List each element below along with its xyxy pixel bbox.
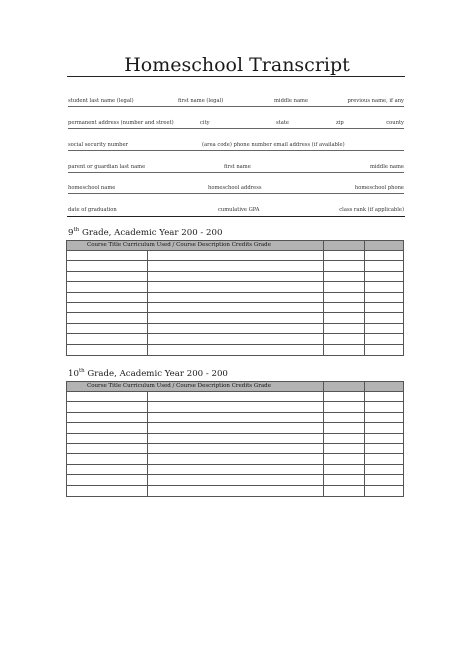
column-divider bbox=[364, 293, 365, 302]
column-divider bbox=[323, 282, 324, 291]
column-divider bbox=[147, 392, 148, 401]
column-divider bbox=[323, 251, 324, 260]
column-divider bbox=[147, 334, 148, 343]
column-divider bbox=[323, 345, 324, 355]
column-divider bbox=[364, 454, 365, 463]
column-divider bbox=[147, 282, 148, 291]
column-divider bbox=[147, 293, 148, 302]
contact-row[interactable] bbox=[68, 136, 404, 151]
address-row[interactable] bbox=[68, 114, 404, 129]
column-divider bbox=[147, 434, 148, 443]
column-divider bbox=[323, 486, 324, 496]
grade-9-course-table bbox=[66, 240, 404, 356]
header-divider bbox=[364, 382, 365, 391]
grade-9-heading bbox=[68, 227, 222, 238]
parent-first-name-label: first name bbox=[224, 164, 251, 170]
course-row[interactable] bbox=[67, 423, 403, 433]
course-row[interactable] bbox=[67, 444, 403, 454]
grade-10-course-table bbox=[66, 381, 404, 497]
column-divider bbox=[364, 465, 365, 474]
class-rank-label: class rank (if applicable) bbox=[339, 207, 404, 213]
state-label: state bbox=[276, 120, 289, 126]
column-divider bbox=[147, 402, 148, 411]
column-divider bbox=[147, 465, 148, 474]
city-label: city bbox=[200, 120, 210, 126]
header-divider bbox=[323, 241, 324, 250]
column-divider bbox=[147, 444, 148, 453]
course-row[interactable] bbox=[67, 345, 403, 355]
column-divider bbox=[364, 334, 365, 343]
column-divider bbox=[323, 454, 324, 463]
header-divider bbox=[364, 241, 365, 250]
ssn-label: social security number bbox=[68, 142, 129, 148]
column-divider bbox=[364, 413, 365, 422]
homeschool-phone-label: homeschool phone bbox=[354, 185, 404, 191]
course-row[interactable] bbox=[67, 465, 403, 475]
column-divider bbox=[147, 324, 148, 333]
course-row[interactable] bbox=[67, 413, 403, 423]
course-row[interactable] bbox=[67, 454, 403, 464]
column-divider bbox=[364, 475, 365, 484]
grade-9-header-text: Course Title Curriculum Used / Course Description Credits Grade bbox=[87, 242, 271, 248]
homeschool-row[interactable] bbox=[68, 179, 404, 194]
column-divider bbox=[323, 444, 324, 453]
column-divider bbox=[364, 402, 365, 411]
column-divider bbox=[323, 334, 324, 343]
graduation-date-label: date of graduation bbox=[68, 207, 117, 213]
grade-9-suffix: th bbox=[73, 227, 80, 233]
grade-9-number: 9 bbox=[68, 227, 74, 238]
column-divider bbox=[364, 345, 365, 355]
course-row[interactable] bbox=[67, 392, 403, 402]
column-divider bbox=[147, 454, 148, 463]
column-divider bbox=[364, 434, 365, 443]
course-row[interactable] bbox=[67, 251, 403, 261]
grade-10-heading bbox=[68, 368, 228, 379]
phone-email-label: (area code) phone number email address (if available) bbox=[202, 142, 345, 148]
column-divider bbox=[323, 465, 324, 474]
parent-last-name-label: parent or guardian last name bbox=[68, 164, 146, 170]
column-divider bbox=[147, 486, 148, 496]
cumulative-gpa-label: cumulative GPA bbox=[218, 207, 260, 213]
previous-name-label: previous name, if any bbox=[347, 98, 404, 104]
column-divider bbox=[323, 402, 324, 411]
header-divider bbox=[323, 382, 324, 391]
column-divider bbox=[364, 392, 365, 401]
course-row[interactable] bbox=[67, 475, 403, 485]
course-row[interactable] bbox=[67, 261, 403, 271]
column-divider bbox=[323, 324, 324, 333]
column-divider bbox=[323, 475, 324, 484]
column-divider bbox=[323, 293, 324, 302]
column-divider bbox=[147, 272, 148, 281]
course-row[interactable] bbox=[67, 293, 403, 303]
course-row[interactable] bbox=[67, 486, 403, 496]
grade-9-table-header bbox=[67, 241, 403, 251]
grade-9-title: Grade, Academic Year 200 - 200 bbox=[79, 227, 223, 238]
course-row[interactable] bbox=[67, 324, 403, 334]
column-divider bbox=[323, 413, 324, 422]
column-divider bbox=[323, 434, 324, 443]
column-divider bbox=[147, 303, 148, 312]
course-row[interactable] bbox=[67, 402, 403, 412]
info-section-rule bbox=[67, 216, 405, 217]
column-divider bbox=[147, 313, 148, 322]
column-divider bbox=[147, 423, 148, 432]
column-divider bbox=[147, 345, 148, 355]
street-address-label: permanent address (number and street) bbox=[68, 120, 174, 126]
grade-10-suffix: th bbox=[78, 368, 85, 374]
grade-10-table-header bbox=[67, 382, 403, 392]
course-row[interactable] bbox=[67, 272, 403, 282]
column-divider bbox=[323, 392, 324, 401]
grade-10-table-body bbox=[67, 392, 403, 496]
column-divider bbox=[147, 261, 148, 270]
column-divider bbox=[323, 261, 324, 270]
parent-name-row[interactable] bbox=[68, 158, 404, 173]
column-divider bbox=[364, 444, 365, 453]
student-first-name-label: first name (legal) bbox=[178, 98, 224, 104]
column-divider bbox=[323, 313, 324, 322]
column-divider bbox=[364, 272, 365, 281]
column-divider bbox=[323, 423, 324, 432]
grade-9-table-body bbox=[67, 251, 403, 355]
column-divider bbox=[364, 282, 365, 291]
course-row[interactable] bbox=[67, 434, 403, 444]
column-divider bbox=[364, 261, 365, 270]
column-divider bbox=[364, 303, 365, 312]
grade-10-title: Grade, Academic Year 200 - 200 bbox=[84, 368, 228, 379]
column-divider bbox=[364, 324, 365, 333]
page-title: Homeschool Transcript bbox=[124, 54, 350, 76]
column-divider bbox=[364, 251, 365, 260]
course-row[interactable] bbox=[67, 282, 403, 292]
column-divider bbox=[364, 486, 365, 496]
student-middle-name-label: middle name bbox=[274, 98, 309, 104]
homeschool-name-label: homeschool name bbox=[68, 185, 116, 191]
column-divider bbox=[364, 313, 365, 322]
column-divider bbox=[323, 303, 324, 312]
title-rule bbox=[67, 76, 405, 77]
column-divider bbox=[147, 475, 148, 484]
graduation-row[interactable] bbox=[68, 201, 404, 215]
course-row[interactable] bbox=[67, 313, 403, 323]
grade-10-number: 10 bbox=[68, 368, 79, 379]
zip-label: zip bbox=[336, 120, 344, 126]
student-name-row[interactable] bbox=[68, 92, 404, 107]
student-last-name-label: student last name (legal) bbox=[68, 98, 134, 104]
grade-10-header-text: Course Title Curriculum Used / Course Description Credits Grade bbox=[87, 383, 271, 389]
homeschool-address-label: homeschool address bbox=[208, 185, 262, 191]
column-divider bbox=[147, 251, 148, 260]
county-label: county bbox=[386, 120, 404, 126]
course-row[interactable] bbox=[67, 334, 403, 344]
column-divider bbox=[323, 272, 324, 281]
column-divider bbox=[147, 413, 148, 422]
course-row[interactable] bbox=[67, 303, 403, 313]
parent-middle-name-label: middle name bbox=[369, 164, 404, 170]
column-divider bbox=[364, 423, 365, 432]
